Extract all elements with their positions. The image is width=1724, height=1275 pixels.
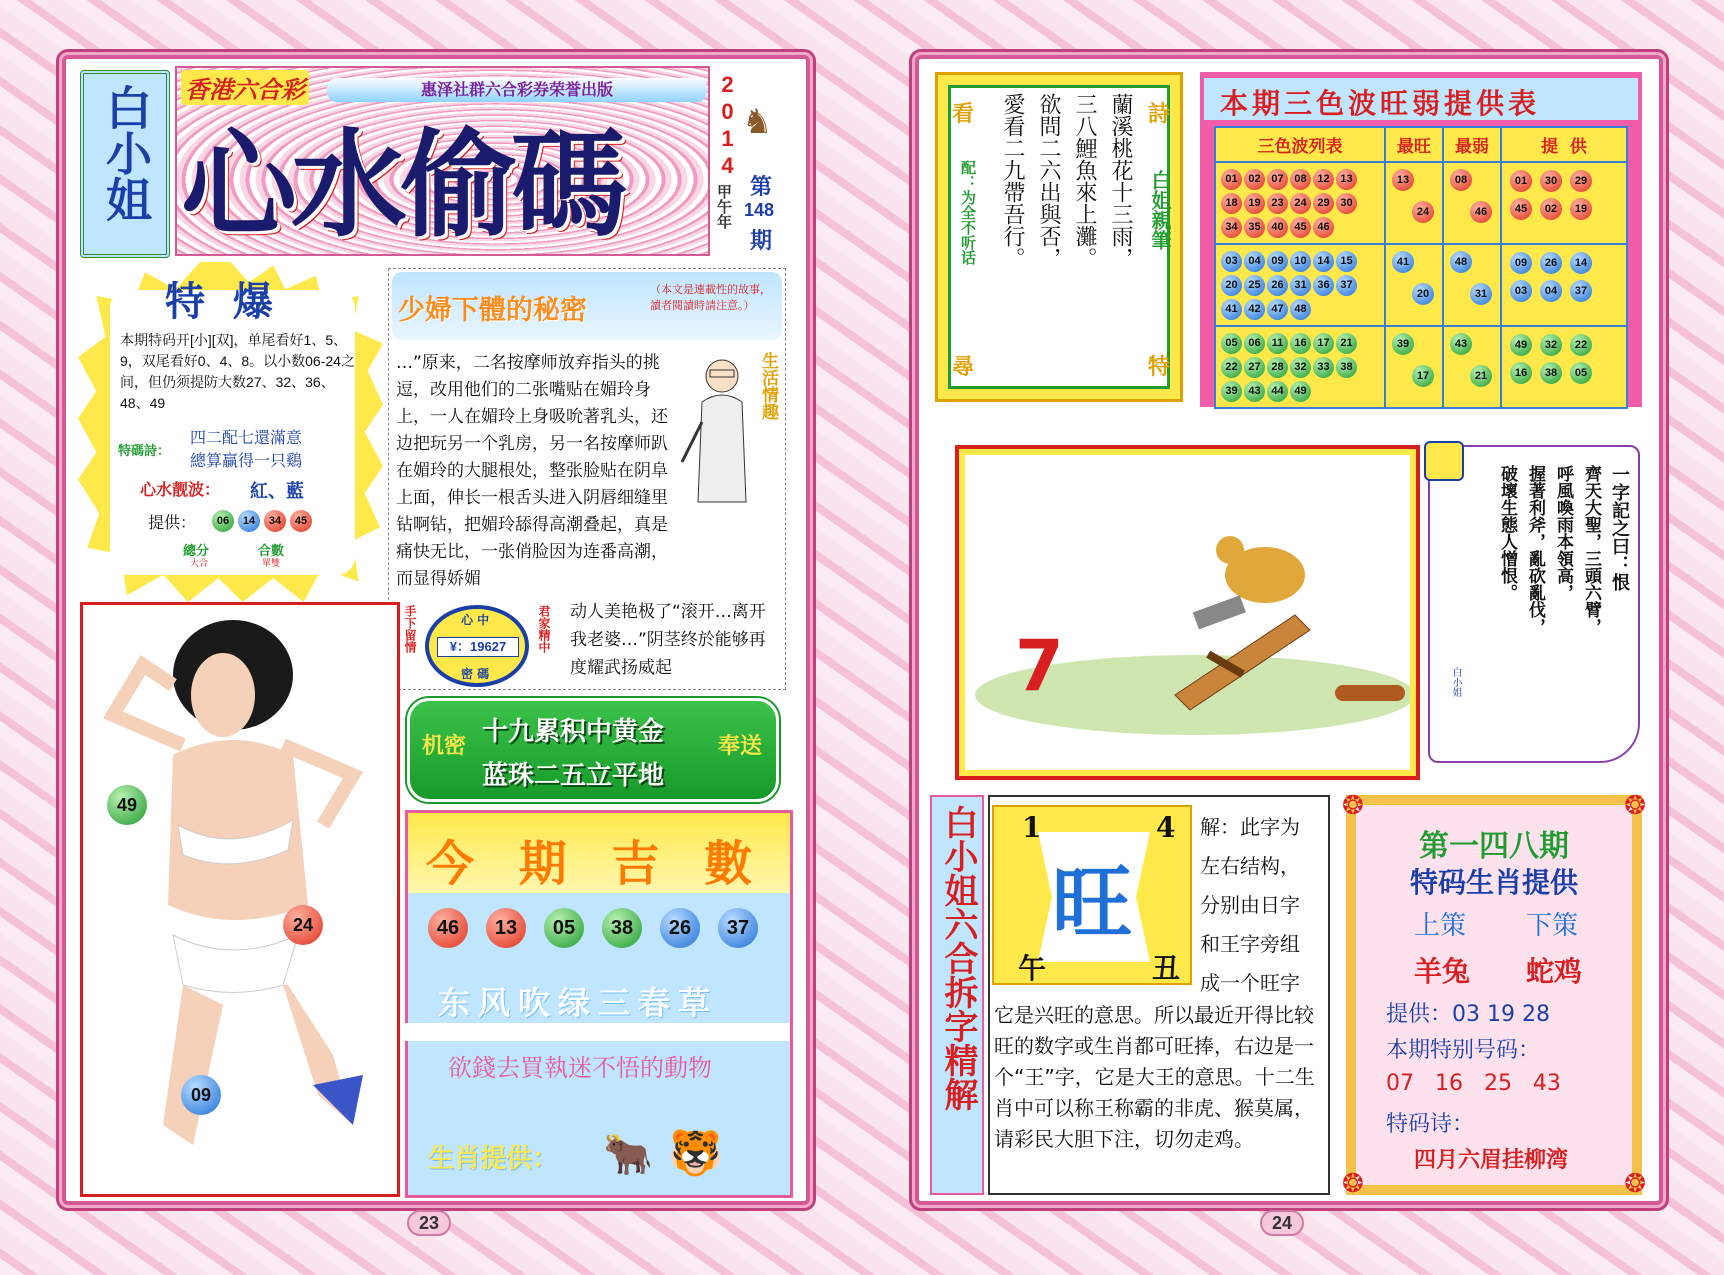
number-ball: 17: [1412, 365, 1434, 387]
number-ball: 02: [1540, 198, 1562, 220]
wave-table-title: 本期三色波旺弱提供表: [1220, 87, 1541, 120]
tiger-icon: 🐯: [668, 1128, 723, 1179]
table-header-cell: 提 供: [1501, 127, 1627, 162]
number-ball: 26: [1540, 252, 1562, 274]
zodiac-lower-val: 蛇鸡: [1526, 955, 1583, 988]
number-ball: 39: [1392, 333, 1414, 355]
table-header-cell: 最弱: [1443, 127, 1501, 162]
secret-banner-line2: 蓝珠二五立平地: [482, 761, 665, 791]
number-ball: 24: [1290, 193, 1311, 214]
zodiac-subtitle: 特码生肖提供: [1409, 866, 1578, 899]
zodiac-special-label: 本期特别号码：: [1386, 1038, 1541, 1063]
table-cell: [1443, 244, 1501, 326]
number-ball: 09: [1267, 251, 1288, 272]
poem-left-bottom: 尋: [952, 354, 975, 380]
table-header-cell: 最旺: [1385, 127, 1443, 162]
poem-columns: [998, 93, 1134, 393]
number-ball: 38: [602, 908, 642, 948]
number-ball: 25: [1244, 275, 1265, 296]
number-ball: 34: [264, 510, 286, 532]
sidebar-title: 白小姐: [99, 84, 153, 222]
story-title: 少婦下體的秘密: [398, 295, 587, 326]
lucky-phrase: 东风吹绿三春草: [438, 984, 719, 1022]
stamp-left: 手下留情: [403, 605, 417, 653]
table-row: [1215, 244, 1627, 326]
number-ball: 14: [238, 510, 260, 532]
number-ball: 13: [1336, 169, 1357, 190]
poem-column: 愛看二九帶吾行。: [1000, 93, 1025, 269]
poem-right-bottom: 特: [1148, 354, 1171, 380]
number-ball: 46: [1313, 217, 1334, 238]
zodiac-poem-label: 特码诗：: [1386, 1112, 1475, 1137]
scroll-col4: 握著利斧，亂砍亂伐，: [1525, 465, 1545, 635]
zodiac-lower: 下策: [1526, 911, 1579, 941]
number-ball: 06: [1244, 333, 1265, 354]
poem-box: [935, 72, 1183, 402]
number-ball: 04: [1540, 280, 1562, 302]
story-body-cont: 动人美艳极了“滚开…离开我老婆…”阴茎终於能够再度耀武扬威起: [570, 602, 766, 678]
zodiac-upper-val: 羊兔: [1414, 955, 1471, 988]
stamp: [425, 605, 529, 687]
number-ball: 24: [283, 905, 323, 945]
number-ball: 05: [1221, 333, 1242, 354]
scroll-col2: 齊天大聖，三頭六臂，: [1581, 465, 1601, 635]
number-ball: 21: [1336, 333, 1357, 354]
number-ball: 23: [1267, 193, 1288, 214]
split-corner-tr: 4: [1156, 811, 1176, 844]
number-ball: 09: [1510, 252, 1532, 274]
split-explain-line: 成一个旺字: [1200, 971, 1300, 995]
year: 2014: [715, 72, 740, 180]
zodiac-special: 07 16 25 43: [1386, 1071, 1561, 1096]
number-ball: 03: [1510, 280, 1532, 302]
split-char: 旺: [1052, 856, 1132, 950]
secret-banner-right: 奉送: [718, 733, 763, 759]
poem-column: 蘭溪桃花十三雨，: [1108, 93, 1133, 269]
model-photo: [80, 602, 400, 1197]
number-ball: 32: [1540, 334, 1562, 356]
old-man-illustration: [680, 352, 754, 512]
cartoon-box: [955, 445, 1420, 780]
number-ball: 01: [1221, 169, 1242, 190]
page-number-left: 23: [407, 1210, 451, 1236]
story-body: …”原来，二名按摩师放弃指头的挑逗，改用他们的二张嘴贴在媚玲身上，一人在媚玲上身吸吮著乳头，还边把玩另一个乳房，另一名按摩师趴在媚玲的大腿根处，整张脸贴在阴阜上面，伸长一根舌头进入阴唇细缝里钻啊钻，把媚玲舔得高潮叠起，真是痛快无比，一张俏脸因为连番高潮，而显得娇媚: [396, 353, 668, 589]
table-cell: [1215, 326, 1385, 408]
number-ball: 13: [486, 908, 526, 948]
number-ball: 01: [1510, 170, 1532, 192]
number-ball: 12: [1313, 169, 1334, 190]
table-row: [1215, 326, 1627, 408]
split-explain-line: 分别由日字: [1200, 893, 1300, 917]
number-ball: 26: [1267, 275, 1288, 296]
model-figure-icon: [83, 605, 397, 1194]
stamp-top: 心 中: [461, 613, 490, 627]
number-ball: 41: [1221, 299, 1242, 320]
header-banner: [175, 66, 710, 256]
year-tag: 甲午年: [715, 184, 733, 229]
table-cell: [1385, 162, 1443, 244]
zodiac-provide: 提供：03 19 28: [1386, 1002, 1550, 1027]
number-ball: 37: [1570, 280, 1592, 302]
number-ball: 46: [428, 908, 468, 948]
coin-icon: ❂: [1624, 791, 1646, 821]
ox-icon: 🐂: [603, 1132, 653, 1178]
zodiac-poem: 四月六眉挂柳湾: [1414, 1148, 1569, 1173]
burst-poem-line2: 總算贏得一只鷄: [190, 451, 303, 470]
scroll-sign: 白小姐: [1450, 667, 1461, 697]
number-ball: 14: [1313, 251, 1334, 272]
split-explain-line: 和王字旁组: [1200, 932, 1300, 956]
secret-banner-line1: 十九累积中黄金: [482, 717, 665, 747]
number-ball: 33: [1313, 357, 1334, 378]
poem-left-label: 看: [952, 101, 975, 127]
issue-box: [712, 72, 780, 258]
lucky-riddle-bar: [378, 1023, 790, 1041]
number-ball: 30: [1336, 193, 1357, 214]
story-side-label: 生活情趣: [758, 352, 778, 420]
number-ball: 46: [1470, 201, 1492, 223]
poem-right-label: 詩: [1148, 101, 1171, 127]
stamp-bottom: 密 碼: [461, 667, 490, 681]
number-ball: 20: [1221, 275, 1242, 296]
issue-suffix: 期: [750, 228, 773, 254]
number-ball: 16: [1510, 362, 1532, 384]
number-ball: 29: [1313, 193, 1334, 214]
split-explain-line: 左右结构，: [1200, 854, 1300, 878]
number-ball: 08: [1290, 169, 1311, 190]
table-cell: [1215, 244, 1385, 326]
number-ball: 45: [290, 510, 312, 532]
number-ball: 37: [718, 908, 758, 948]
poem-right-mid: 白姐親筆: [1148, 170, 1172, 250]
number-ball: 07: [1267, 169, 1288, 190]
number-ball: 34: [1221, 217, 1242, 238]
poem-column: 三八鯉魚來上灘。: [1072, 93, 1097, 269]
scroll-col3: 呼風喚雨本領高，: [1553, 465, 1573, 601]
number-ball: 37: [1336, 275, 1357, 296]
cartoon-number: 7: [1015, 625, 1064, 707]
number-ball: 03: [1221, 251, 1242, 272]
page-number-right: 24: [1260, 1210, 1304, 1236]
number-ball: 14: [1570, 252, 1592, 274]
monkey-axe-illustration-icon: [965, 455, 1410, 770]
number-ball: 45: [1510, 198, 1532, 220]
wave-table: [1214, 126, 1628, 409]
old-man-icon: [680, 352, 754, 512]
number-ball: 40: [1267, 217, 1288, 238]
scroll-col1: 一字記之曰：恨: [1609, 465, 1630, 591]
lucky-zodiac-label: 生肖提供：: [428, 1144, 559, 1174]
burst-balls: [212, 510, 312, 532]
coin-icon: ❂: [1624, 1169, 1646, 1199]
scroll: [1428, 445, 1640, 763]
burst-sum-label: 總分: [183, 544, 210, 559]
scroll-top-roll: [1424, 441, 1464, 481]
number-ball: 24: [1412, 201, 1434, 223]
number-ball: 21: [1470, 365, 1492, 387]
number-ball: 39: [1221, 381, 1242, 402]
scroll-columns: [1460, 465, 1630, 700]
stamp-amount: ¥：19627: [437, 637, 519, 657]
poem-left-sub: 配：为全不听话: [959, 160, 977, 265]
number-ball: 15: [1336, 251, 1357, 272]
table-row: [1215, 162, 1627, 244]
number-ball: 04: [1244, 251, 1265, 272]
cartoon-inner: [965, 455, 1410, 770]
burst-heshu-label: 合數: [258, 544, 285, 559]
zodiac-issue: 第一四八期: [1419, 829, 1569, 864]
secret-banner-left: 机密: [422, 733, 467, 759]
number-ball: 31: [1290, 275, 1311, 296]
wave-table-box: [1200, 72, 1642, 407]
number-ball: 11: [1267, 333, 1288, 354]
number-ball: 35: [1244, 217, 1265, 238]
number-ball: 20: [1412, 283, 1434, 305]
lucky-box: [405, 810, 793, 1198]
number-ball: 45: [1290, 217, 1311, 238]
publisher-bar: [327, 78, 707, 102]
burst-heshu-sub: 單雙: [262, 559, 281, 569]
number-ball: 48: [1290, 299, 1311, 320]
number-ball: 27: [1244, 357, 1265, 378]
number-ball: 49: [1290, 381, 1311, 402]
number-ball: 05: [1570, 362, 1592, 384]
number-ball: 38: [1336, 357, 1357, 378]
table-header-cell: 三色波列表: [1215, 127, 1385, 162]
scroll-col5: 破壞生態人憎恨。: [1497, 465, 1517, 601]
number-ball: 44: [1267, 381, 1288, 402]
split-explain-top: [1200, 808, 1328, 1003]
number-ball: 32: [1290, 357, 1311, 378]
number-ball: 17: [1313, 333, 1334, 354]
number-ball: 38: [1540, 362, 1562, 384]
table-cell: [1501, 244, 1627, 326]
split-char-box: [992, 805, 1192, 985]
issue-label: 第: [750, 174, 773, 200]
coin-icon: ❂: [1342, 1169, 1364, 1199]
number-ball: 02: [1244, 169, 1265, 190]
table-cell: [1443, 326, 1501, 408]
number-ball: 09: [181, 1075, 221, 1115]
split-side-title: 白小姐六合拆字精解: [938, 805, 978, 1111]
number-ball: 49: [107, 785, 147, 825]
number-ball: 08: [1450, 169, 1472, 191]
number-ball: 31: [1470, 283, 1492, 305]
number-ball: 19: [1244, 193, 1265, 214]
table-cell: [1385, 244, 1443, 326]
coin-icon: ❂: [1342, 791, 1364, 821]
split-side-title-box: [930, 795, 984, 1195]
burst-poem-label: 特碼詩：: [118, 444, 171, 459]
issue-number: 148: [744, 200, 775, 220]
table-cell: [1501, 326, 1627, 408]
number-ball: 29: [1570, 170, 1592, 192]
burst-wave-label: 心水靓波：: [140, 480, 221, 499]
burst-wave-value: 紅、藍: [250, 481, 304, 502]
lucky-title: 今 期 吉 數: [426, 836, 767, 892]
number-ball: 13: [1392, 169, 1414, 191]
lucky-riddle: 欲錢去買執迷不悟的動物: [448, 1054, 712, 1082]
number-ball: 41: [1392, 251, 1414, 273]
number-ball: 43: [1244, 381, 1265, 402]
table-header-row: [1215, 127, 1627, 162]
number-ball: 30: [1540, 170, 1562, 192]
split-corner-br: 丑: [1152, 952, 1181, 985]
zodiac-upper: 上策: [1414, 911, 1467, 941]
split-explain-bottom: 它是兴旺的意思。所以最近开得比较旺的数字或生肖都可旺捧，右边是一个“王”字，它是大王的意思。十二生肖中可以称王称霸的非虎、猴莫属，请彩民大胆下注，切勿走鸡。: [994, 1003, 1315, 1151]
table-cell: [1501, 162, 1627, 244]
publisher: 惠泽社群六合彩券荣誉出版: [420, 80, 613, 99]
lucky-balls: [428, 908, 758, 948]
number-ball: 05: [544, 908, 584, 948]
number-ball: 22: [1221, 357, 1242, 378]
story-note: （本文是連載性的故事，讀者閱讀時請注意。）: [650, 283, 771, 312]
split-explain-line: 解：此字为: [1200, 815, 1300, 839]
number-ball: 47: [1267, 299, 1288, 320]
stamp-right: 君家精中: [537, 605, 551, 653]
number-ball: 18: [1221, 193, 1242, 214]
number-ball: 22: [1570, 334, 1592, 356]
number-ball: 36: [1313, 275, 1334, 296]
horse-icon: ♞: [742, 102, 773, 142]
poem-column: 欲問二六出與否，: [1036, 93, 1061, 269]
table-cell: [1443, 162, 1501, 244]
burst-title: 特 爆: [165, 278, 273, 325]
secret-banner: [407, 698, 779, 802]
number-ball: 19: [1570, 198, 1592, 220]
burst-text: 本期特码开[小][双]，单尾看好1、5、9，双尾看好0、4、8。以小数06-24之间，但仍须提防大数27、32、36、48、49: [120, 332, 355, 411]
burst-provide-label: 提供：: [148, 513, 197, 532]
brand-tag: 香港六合彩: [181, 70, 309, 105]
number-ball: 43: [1450, 333, 1472, 355]
split-corner-tl: 1: [1022, 811, 1042, 844]
number-ball: 48: [1450, 251, 1472, 273]
number-ball: 26: [660, 908, 700, 948]
burst-sum-sub: 大合: [190, 559, 209, 569]
sidebar-title-box: [80, 70, 170, 258]
main-title: 心水偷碼: [181, 117, 621, 253]
number-ball: 06: [212, 510, 234, 532]
table-cell: [1215, 162, 1385, 244]
number-ball: 49: [1510, 334, 1532, 356]
number-ball: 10: [1290, 251, 1311, 272]
number-ball: 16: [1290, 333, 1311, 354]
split-corner-bl: 午: [1018, 952, 1047, 985]
number-ball: 28: [1267, 357, 1288, 378]
number-ball: 42: [1244, 299, 1265, 320]
table-cell: [1385, 326, 1443, 408]
zodiac-box: [1342, 791, 1646, 1199]
burst-poem-line1: 四二配七還滿意: [190, 428, 303, 447]
